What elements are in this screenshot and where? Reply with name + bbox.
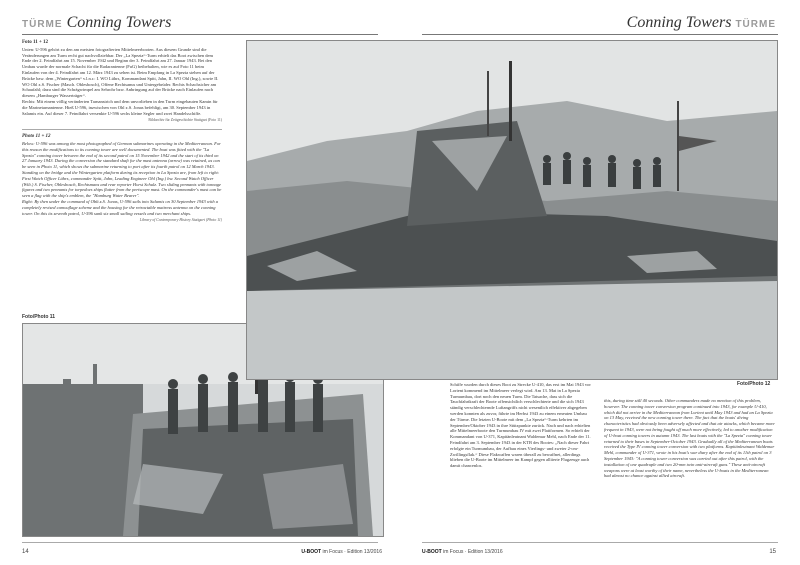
- left-footer-brand: U-BOOT: [301, 549, 322, 555]
- left-footer: [301, 549, 382, 555]
- photo-12: [246, 40, 778, 380]
- left-footer-text: im Focus · Edition 13/2016: [322, 549, 382, 555]
- right-header-small: TÜRME: [735, 19, 776, 30]
- caption-english-credit: Library of Contemporary History Stuttgart (Photo 11): [139, 218, 222, 223]
- left-header-rule: [22, 34, 378, 35]
- photo-12-image: [247, 41, 777, 379]
- right-footer-brand: U-BOOT: [422, 549, 442, 555]
- left-header-small: TÜRME: [22, 19, 63, 30]
- left-header-title: Conning Towers: [66, 14, 172, 31]
- caption-german-text2: Rechts: Mit einem völlig veränderten Tarnanstrich und dem unvorlieben in den Turm eingebauten Kamin für die Marinetarnantenne. Hieß U-596, inzwischen von Ohl z.S. Jonas befehligt, am 30. September 1943 in Salamis ein. Auf dieser 7. Feindfahrt versenkte U-596 sechs kleine Segler und zwei Handelsschiffe.: [22, 98, 218, 116]
- caption-german-credit: Bildarchiv für Zeitgeschichte Stuttgart (Foto 11): [148, 118, 222, 123]
- right-page-number: 15: [769, 549, 776, 555]
- caption-english-heading: Photo 11 + 12: [22, 134, 51, 140]
- caption-english-text: Below: U-596 was among the most photographed of German submarines operating in the Mediterranean. For this reason the modifications to its conning tower are well documented. The boat was fitted with the "La Spezia" conning tower between the end of its second patrol on 15 November 1942 and the start of its third on 27 January 1943. During the conversion the standard shaft for the mast antenna (arrow) was retained, as can be seen in Photo 11, which shows the submarine returning to port after its fourth patrol on 12 March 1943. Standing on the bridge and the Wintergarten platform during its reception in La Spezia are, from left to right: First Watch Officer Lührs, commander Spitt, Jahn, Leading Engineer Ohl (Ing.) bw. Second Watch Officer (Wilt.) S. Fischer, Oblesbosch, Rechtsmans and rear reporter Horst Schulz. Two sliding pennants with tonnage figures and two pennants for torpedoes ships flutter from the periscope mast. On the commander's mast can be seen a flag with the ship's emblem, the "Hamburg Water Bearer".: [22, 140, 222, 199]
- right-footer: [422, 549, 503, 555]
- right-header: [627, 14, 776, 34]
- right-footer-text: im Focus · Edition 13/2016: [443, 549, 503, 555]
- right-header-rule: [422, 34, 778, 35]
- caption-german: [22, 40, 222, 224]
- photo-11-label: Foto/Photo 11: [22, 314, 56, 320]
- left-page-number: 14: [22, 549, 29, 555]
- left-footer-rule: [22, 542, 378, 543]
- caption-german-heading: Foto 11 + 12: [22, 40, 49, 45]
- right-header-title: Conning Towers: [626, 14, 732, 31]
- caption-english-text2: Right: By then under the command of Oblt.z.S. Jonas, U-596 sails into Salamis on 30 September 1943 with a completely revised camouflage scheme and the housing for the retractable mattress antenna on the conning tower. On this its seventh patrol, U-596 sank six small sailing vessels and two merchant ships.: [22, 198, 218, 216]
- caption-german-text: Unten: U-596 gehört zu den am meisten fotografierten Mittelmeerbooten. Aus diesem Grunde sind die Veränderungen am Turm recht gut nachvollziehbar. Der „La Spezia“-Turm erhielt das Boot zwischen dem Ende der 2. Feindfahrt am 15. November 1942 und Beginn der 3. Feindfahrt am 27. Januar 1943. Bei den Umbau wurde der normale Schacht für die Radarantenne (FuG) beibehalten, wie es auf Foto 11 beim Einlaufen von der 4. Feindfahrt am 12. März 1943 zu sehen ist. Beim Empfang in La Spezia stehen auf der Brücke bzw. dem „Wintergarten“ v.l.n.r.: I. WO Lührs, Kommandant Spitt, Jahn, II. WO Ohl (Ing.), sowie II. WO Ohl z.S. Fischer (Masch. Oblesbosch), Offene Rechtsanus und Untergebrüder. Rechts Schachsicher am Schaufahl; dazu sind die Schrägwimpel am Sehrohr bzw. Anbringung auf der Brücke nach Einlaufen nach diesem „Hamburger Wasserträger“.: [22, 46, 219, 99]
- right-column-english: this, during time still 40 seconds. Other commanders made no mention of this problem, however. The conning tower conversion program continued into 1943, for example U-410, which did not arrive in the Mediterranean from Lorient until May 1943 and had an La Spezia on 13 May, received the new conning tower there. The fact that the boats' diving characteristics had obviously been adversely affected and that air attacks, which became more frequent in 1943, were not being fought off much more effectively, led to another modification of U-boat conning towers in autumn 1943. The last boats with the "La Spezia" conning tower returned to their bases in September-October 1943. Gradually all of the Mediterranean boats received the Type IV conning tower conversion with two platforms. Kapitänleutnant Waldemar Mehl, commander of U-371, wrote in his boat's war diary after the end of its 11th patrol on 3 September 1943: "A conning tower conversion was carried out after this patrol, with the installation of one quadruple and two 20-mm twin anti-aircraft guns." These anti-aircraft weapons were at least worthy of their name, nevertheless the U-boats in the Mediterranean had almost no chance against allied aircraft.: [604, 398, 775, 479]
- right-column-german: Schiffe wurden durch dieses Boot zu Strecke U-410, das erst im Mai 1943 vor Lorient kommend im Mittelmeer verlegt wird. Am 13. Mai in La Spezia Turmumbau, dort noch den neuen Turm. Die Tatsache, dass sich die Tauchfahrtkraft der Boote offensichtlich verschlechterte und die sich 1943 ständig verschlechternde Luftangriffs nicht wesentlich effektiver abgegeben werden konnten als zuvor, führte im Herbst 1943 zu einem erneuten Umbau der Türme. Die letzten U-Boote mit dem „La Spezia“-Turm kehrten im September/Oktober 1943 in ihre Stützpunkte zurück. Nach und nach erhielten alle Mittelmeerboote den Turmumbau IV mit zwei Plattformen. So erhielt der Kommandant von U-371, Kapitänleutnant Waldemar Mehl, nach Ende der 11. Feindfahrt am 3. September 1943 in der KTB des Bootes: „Nach dieser Fahrt erfolgte ein Turmumbau, der Aufbau eines Vierlings- und zweier 2-cm-Zwillingsflak.“ Diese Flakwaffen waren überall zu bewaffnet, allerdings blieben die U-Boote im Mittelmeer im Kampf gegen alliierte Flugzeuge auch damit chancenlos.: [450, 382, 591, 469]
- left-header: [22, 14, 171, 34]
- right-footer-rule: [422, 542, 778, 543]
- photo-12-label: Foto/Photo 12: [737, 381, 771, 387]
- caption-divider: [22, 129, 222, 130]
